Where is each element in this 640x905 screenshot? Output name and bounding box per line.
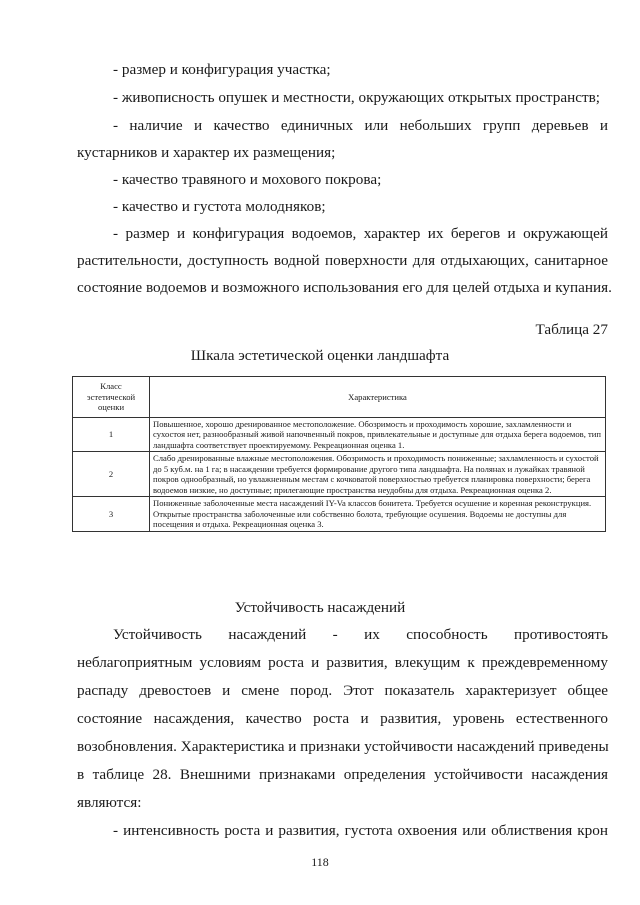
table-title: Шкала эстетической оценки ландшафта (190, 347, 450, 364)
table-row (73, 452, 606, 497)
table-row (73, 497, 606, 531)
list-item-grass: - качество травяного и мохового покрова; (113, 171, 382, 188)
aesthetic-scale-table (72, 376, 606, 532)
paragraph-line: распаду древостоев и смене пород. Этот показатель характеризует общее (77, 682, 608, 699)
row-text: Пониженные заболоченные места насаждений IY-Va классов бонитета. Требуется осушение и коренная реконструкция. Открытые пространства заболоченные или собственно болота, требующие осушения. Водоемы не доступны для посещения и отдыха. Рекреационная оценка 3. (150, 497, 606, 531)
list-item-trees-line1: - наличие и качество единичных или небольших групп деревьев и (113, 117, 608, 134)
list-item-young-growth: - качество и густота молодняков; (113, 198, 326, 215)
table-number: Таблица 27 (535, 321, 608, 338)
header-class: Класс эстетической оценки (73, 377, 150, 418)
row-text: Слабо дренированные влажные местоположения. Обозримость и проходимость пониженные; захламленность и сухостой до 5 куб.м. на 1 га; в насаждении требуется формирование другого типа ландшафта. На полянах и лужайках травяной покров однообразный, но увлажненным местам с кочковатой поверхностью требуется планировка поверхности; берега водоемов низкие, но доступные; прилегающие пространства неудобны для отдыха. Рекреационная оценка 2. (150, 452, 606, 497)
paragraph-line: Устойчивость насаждений - их способность противостоять (113, 626, 608, 643)
table-header-row (73, 377, 606, 418)
paragraph-line: неблагоприятным условиям роста и развития, влекущим к преждевременному (77, 654, 608, 671)
paragraph-line: в таблице 28. Внешними признаками определения устойчивости насаждения (77, 766, 608, 783)
header-characteristic: Характеристика (150, 377, 606, 418)
list-item-water-line3: состояние водоемов и возможного использования его для целей отдыха и купания. (77, 279, 612, 296)
table-row (73, 418, 606, 452)
page-number: 118 (311, 855, 329, 869)
list-item-water-line1: - размер и конфигурация водоемов, характер их берегов и окружающей (113, 225, 608, 242)
list-item-plot-size: - размер и конфигурация участка; (113, 61, 331, 78)
row-class: 1 (73, 418, 150, 452)
row-class: 2 (73, 452, 150, 497)
list-item-edges: - живописность опушек и местности, окружающих открытых пространств; (113, 89, 600, 106)
paragraph-line: - интенсивность роста и развития, густота охвоения или облиствения крон (113, 822, 608, 839)
row-class: 3 (73, 497, 150, 531)
paragraph-line: состояние насаждения, качество роста и развития, уровень естественного (77, 710, 608, 727)
row-text: Повышенное, хорошо дренированное местоположение. Обозримость и проходимость хорошие, захламленности и сухостоя нет, разнообразный живой напочвенный покров, привлекательные и доступные для отдыха берега водоемов, тип ландшафта соответствует проектируемому. Рекреационная оценка 1. (150, 418, 606, 452)
list-item-trees-line2: кустарников и характер их размещения; (77, 144, 336, 161)
paragraph-line: возобновления. Характеристика и признаки устойчивости насаждений приведены (77, 738, 609, 755)
paragraph-line: являются: (77, 794, 142, 811)
list-item-water-line2: растительности, доступность водной поверхности для отдыхающих, санитарное (77, 252, 608, 269)
section-title: Устойчивость насаждений (234, 599, 406, 616)
